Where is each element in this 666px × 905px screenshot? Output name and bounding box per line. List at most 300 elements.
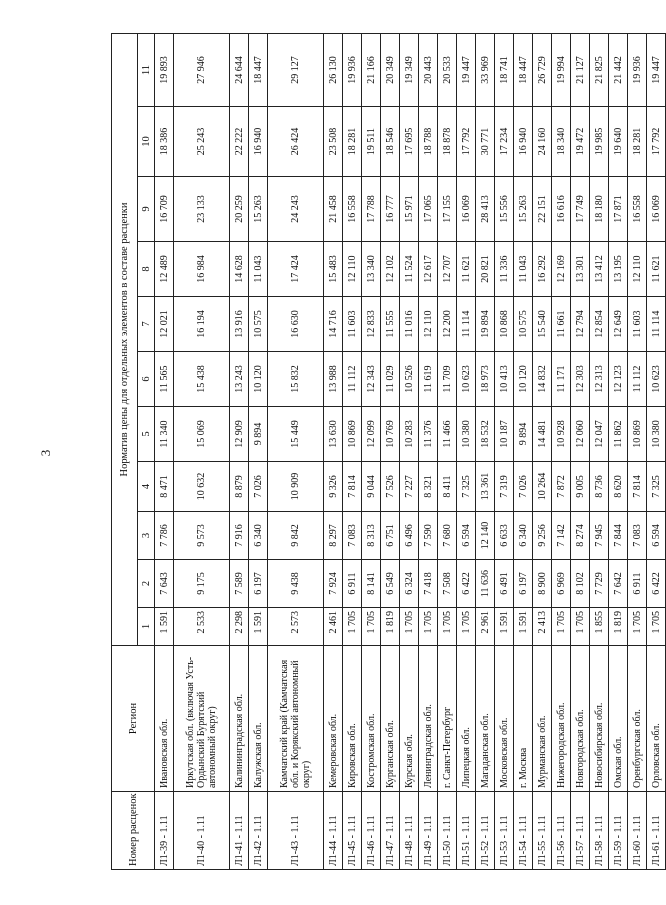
row-value-col-11: 20 443 bbox=[419, 33, 438, 106]
row-value-col-4: 7 026 bbox=[514, 462, 533, 512]
row-value-col-6: 10 623 bbox=[457, 352, 476, 407]
row-value-col-10: 18 281 bbox=[628, 107, 647, 177]
row-value-col-4: 13 361 bbox=[476, 462, 495, 512]
row-value-col-4: 7 872 bbox=[552, 462, 571, 512]
row-value-col-5: 11 466 bbox=[438, 407, 457, 462]
row-region: Кировская обл. bbox=[343, 646, 362, 792]
row-value-col-3: 7 945 bbox=[590, 512, 609, 560]
row-value-col-8: 14 628 bbox=[230, 242, 249, 297]
row-value-col-7: 12 833 bbox=[362, 297, 381, 352]
row-value-col-4: 8 411 bbox=[438, 462, 457, 512]
row-value-col-11: 18 447 bbox=[514, 33, 533, 106]
row-value-col-11: 21 127 bbox=[571, 33, 590, 106]
row-value-col-1: 1 705 bbox=[343, 608, 362, 646]
header-group: Норматив цены для отдельных элементов в составе расценки bbox=[112, 33, 138, 645]
row-value-col-11: 29 127 bbox=[268, 33, 324, 106]
table-row bbox=[362, 33, 381, 869]
table-row bbox=[400, 33, 419, 869]
row-value-col-10: 19 985 bbox=[590, 107, 609, 177]
row-value-col-1: 2 298 bbox=[230, 608, 249, 646]
row-code: Л1-53 - 1.11 bbox=[495, 792, 514, 870]
row-value-col-2: 6 422 bbox=[457, 560, 476, 608]
row-value-col-3: 7 680 bbox=[438, 512, 457, 560]
table-body bbox=[155, 33, 666, 869]
row-region: Курская обл. bbox=[400, 646, 419, 792]
row-value-col-4: 10 909 bbox=[268, 462, 324, 512]
row-code: Л1-44 - 1.11 bbox=[324, 792, 343, 870]
row-value-col-3: 8 313 bbox=[362, 512, 381, 560]
row-code: Л1-45 - 1.11 bbox=[343, 792, 362, 870]
row-value-col-7: 11 555 bbox=[381, 297, 400, 352]
row-value-col-2: 6 197 bbox=[249, 560, 268, 608]
row-value-col-1: 2 461 bbox=[324, 608, 343, 646]
row-value-col-10: 26 424 bbox=[268, 107, 324, 177]
header-region: Регион bbox=[112, 646, 155, 792]
table-row bbox=[609, 33, 628, 869]
row-value-col-5: 18 532 bbox=[476, 407, 495, 462]
row-value-col-9: 15 263 bbox=[249, 177, 268, 242]
row-value-col-1: 1 705 bbox=[571, 608, 590, 646]
row-value-col-4: 7 526 bbox=[381, 462, 400, 512]
row-value-col-4: 9 005 bbox=[571, 462, 590, 512]
row-value-col-6: 15 438 bbox=[174, 352, 230, 407]
row-value-col-5: 15 069 bbox=[174, 407, 230, 462]
row-value-col-3: 6 633 bbox=[495, 512, 514, 560]
row-value-col-7: 12 649 bbox=[609, 297, 628, 352]
row-value-col-1: 1 591 bbox=[155, 608, 174, 646]
row-value-col-8: 12 489 bbox=[155, 242, 174, 297]
row-region: Московская обл. bbox=[495, 646, 514, 792]
row-value-col-3: 6 751 bbox=[381, 512, 400, 560]
row-value-col-7: 12 794 bbox=[571, 297, 590, 352]
row-value-col-4: 10 264 bbox=[533, 462, 552, 512]
row-value-col-8: 11 524 bbox=[400, 242, 419, 297]
row-value-col-7: 12 200 bbox=[438, 297, 457, 352]
row-value-col-6: 13 243 bbox=[230, 352, 249, 407]
row-value-col-2: 8 102 bbox=[571, 560, 590, 608]
row-value-col-2: 7 642 bbox=[609, 560, 628, 608]
header-column-number: 6 bbox=[138, 352, 155, 407]
row-value-col-9: 15 263 bbox=[514, 177, 533, 242]
row-region: г. Москва bbox=[514, 646, 533, 792]
row-value-col-10: 17 792 bbox=[647, 107, 666, 177]
row-value-col-3: 7 142 bbox=[552, 512, 571, 560]
row-value-col-11: 19 936 bbox=[343, 33, 362, 106]
row-value-col-8: 11 043 bbox=[249, 242, 268, 297]
row-value-col-1: 1 705 bbox=[400, 608, 419, 646]
row-value-col-7: 10 575 bbox=[249, 297, 268, 352]
row-region: Нижегородская обл. bbox=[552, 646, 571, 792]
header-column-number: 11 bbox=[138, 33, 155, 106]
row-value-col-9: 16 777 bbox=[381, 177, 400, 242]
row-value-col-10: 23 508 bbox=[324, 107, 343, 177]
row-value-col-5: 13 630 bbox=[324, 407, 343, 462]
row-value-col-10: 19 640 bbox=[609, 107, 628, 177]
row-value-col-10: 16 940 bbox=[514, 107, 533, 177]
row-value-col-5: 12 909 bbox=[230, 407, 249, 462]
row-value-col-7: 11 603 bbox=[343, 297, 362, 352]
row-region: Ивановская обл. bbox=[155, 646, 174, 792]
row-value-col-1: 1 705 bbox=[628, 608, 647, 646]
row-value-col-11: 21 166 bbox=[362, 33, 381, 106]
row-value-col-4: 10 632 bbox=[174, 462, 230, 512]
table-row bbox=[457, 33, 476, 869]
row-value-col-11: 19 447 bbox=[647, 33, 666, 106]
row-value-col-1: 1 705 bbox=[647, 608, 666, 646]
row-value-col-2: 6 911 bbox=[343, 560, 362, 608]
row-value-col-2: 7 729 bbox=[590, 560, 609, 608]
row-value-col-1: 2 413 bbox=[533, 608, 552, 646]
row-value-col-10: 19 472 bbox=[571, 107, 590, 177]
row-value-col-9: 20 259 bbox=[230, 177, 249, 242]
row-value-col-3: 7 916 bbox=[230, 512, 249, 560]
row-region: Калужская обл. bbox=[249, 646, 268, 792]
row-value-col-2: 6 549 bbox=[381, 560, 400, 608]
table-row bbox=[438, 33, 457, 869]
row-value-col-2: 6 911 bbox=[628, 560, 647, 608]
row-value-col-9: 17 155 bbox=[438, 177, 457, 242]
row-value-col-5: 12 099 bbox=[362, 407, 381, 462]
row-value-col-2: 6 422 bbox=[647, 560, 666, 608]
row-code: Л1-46 - 1.11 bbox=[362, 792, 381, 870]
row-value-col-9: 15 971 bbox=[400, 177, 419, 242]
row-value-col-8: 13 412 bbox=[590, 242, 609, 297]
row-value-col-1: 1 591 bbox=[514, 608, 533, 646]
row-region: Новгородская обл. bbox=[571, 646, 590, 792]
row-region: Ленинградская обл. bbox=[419, 646, 438, 792]
row-value-col-1: 1 855 bbox=[590, 608, 609, 646]
row-value-col-9: 16 616 bbox=[552, 177, 571, 242]
row-value-col-6: 10 623 bbox=[647, 352, 666, 407]
row-value-col-4: 9 044 bbox=[362, 462, 381, 512]
row-value-col-1: 1 591 bbox=[495, 608, 514, 646]
row-code: Л1-41 - 1.11 bbox=[230, 792, 249, 870]
table-row bbox=[495, 33, 514, 869]
row-value-col-8: 11 043 bbox=[514, 242, 533, 297]
table-row bbox=[155, 33, 174, 869]
row-value-col-9: 22 151 bbox=[533, 177, 552, 242]
table-row bbox=[268, 33, 324, 869]
row-value-col-10: 17 695 bbox=[400, 107, 419, 177]
row-value-col-9: 16 709 bbox=[155, 177, 174, 242]
row-value-col-5: 10 869 bbox=[628, 407, 647, 462]
row-value-col-9: 16 069 bbox=[647, 177, 666, 242]
row-value-col-8: 13 301 bbox=[571, 242, 590, 297]
row-value-col-5: 11 376 bbox=[419, 407, 438, 462]
row-value-col-11: 21 442 bbox=[609, 33, 628, 106]
row-region: Кемеровская обл. bbox=[324, 646, 343, 792]
rotated-table-wrapper bbox=[111, 34, 662, 870]
row-value-col-8: 12 169 bbox=[552, 242, 571, 297]
row-code: Л1-40 - 1.11 bbox=[174, 792, 230, 870]
row-value-col-2: 6 197 bbox=[514, 560, 533, 608]
row-value-col-8: 12 707 bbox=[438, 242, 457, 297]
row-value-col-11: 18 447 bbox=[249, 33, 268, 106]
row-value-col-7: 13 916 bbox=[230, 297, 249, 352]
header-column-number: 7 bbox=[138, 297, 155, 352]
row-code: Л1-50 - 1.11 bbox=[438, 792, 457, 870]
row-value-col-2: 8 900 bbox=[533, 560, 552, 608]
row-value-col-8: 16 292 bbox=[533, 242, 552, 297]
row-value-col-5: 9 894 bbox=[249, 407, 268, 462]
row-value-col-1: 1 705 bbox=[438, 608, 457, 646]
row-value-col-3: 7 590 bbox=[419, 512, 438, 560]
row-value-col-4: 8 471 bbox=[155, 462, 174, 512]
row-value-col-2: 7 508 bbox=[438, 560, 457, 608]
row-value-col-4: 7 325 bbox=[457, 462, 476, 512]
row-value-col-11: 19 994 bbox=[552, 33, 571, 106]
row-value-col-2: 7 589 bbox=[230, 560, 249, 608]
row-value-col-9: 16 558 bbox=[343, 177, 362, 242]
row-value-col-4: 8 321 bbox=[419, 462, 438, 512]
row-value-col-7: 11 661 bbox=[552, 297, 571, 352]
row-value-col-9: 17 871 bbox=[609, 177, 628, 242]
row-value-col-3: 9 573 bbox=[174, 512, 230, 560]
row-value-col-5: 10 869 bbox=[343, 407, 362, 462]
row-value-col-1: 1 705 bbox=[457, 608, 476, 646]
row-region: Липецкая обл. bbox=[457, 646, 476, 792]
row-value-col-6: 12 313 bbox=[590, 352, 609, 407]
row-value-col-7: 14 716 bbox=[324, 297, 343, 352]
row-region: Костромская обл. bbox=[362, 646, 381, 792]
row-value-col-5: 11 862 bbox=[609, 407, 628, 462]
header-column-number: 2 bbox=[138, 560, 155, 608]
row-value-col-2: 9 438 bbox=[268, 560, 324, 608]
row-value-col-8: 15 483 bbox=[324, 242, 343, 297]
row-value-col-11: 26 130 bbox=[324, 33, 343, 106]
row-value-col-4: 7 814 bbox=[628, 462, 647, 512]
row-value-col-2: 9 175 bbox=[174, 560, 230, 608]
row-region: Омская обл. bbox=[609, 646, 628, 792]
row-value-col-1: 2 961 bbox=[476, 608, 495, 646]
row-value-col-3: 6 340 bbox=[514, 512, 533, 560]
row-value-col-10: 18 281 bbox=[343, 107, 362, 177]
row-value-col-8: 17 424 bbox=[268, 242, 324, 297]
row-value-col-7: 19 894 bbox=[476, 297, 495, 352]
row-value-col-8: 12 110 bbox=[628, 242, 647, 297]
table-row bbox=[381, 33, 400, 869]
row-value-col-8: 20 821 bbox=[476, 242, 495, 297]
row-value-col-1: 1 591 bbox=[249, 608, 268, 646]
header-column-number: 3 bbox=[138, 512, 155, 560]
row-value-col-5: 10 380 bbox=[647, 407, 666, 462]
row-value-col-1: 1 819 bbox=[381, 608, 400, 646]
row-value-col-8: 11 336 bbox=[495, 242, 514, 297]
row-region: Мурманская обл. bbox=[533, 646, 552, 792]
row-value-col-4: 7 026 bbox=[249, 462, 268, 512]
row-value-col-3: 6 340 bbox=[249, 512, 268, 560]
row-value-col-4: 8 879 bbox=[230, 462, 249, 512]
row-value-col-1: 1 819 bbox=[609, 608, 628, 646]
row-value-col-6: 11 112 bbox=[628, 352, 647, 407]
row-value-col-2: 7 643 bbox=[155, 560, 174, 608]
row-value-col-7: 11 114 bbox=[647, 297, 666, 352]
row-value-col-8: 13 340 bbox=[362, 242, 381, 297]
row-value-col-10: 22 222 bbox=[230, 107, 249, 177]
row-code: Л1-59 - 1.11 bbox=[609, 792, 628, 870]
header-code: Номер расценок bbox=[112, 792, 155, 870]
row-value-col-3: 9 256 bbox=[533, 512, 552, 560]
row-code: Л1-52 - 1.11 bbox=[476, 792, 495, 870]
row-value-col-6: 12 123 bbox=[609, 352, 628, 407]
row-value-col-7: 10 868 bbox=[495, 297, 514, 352]
row-value-col-5: 15 449 bbox=[268, 407, 324, 462]
row-value-col-11: 19 447 bbox=[457, 33, 476, 106]
row-region: Иркутская обл. (включая Усть-Ордынский Бурятский автономный округ) bbox=[174, 646, 230, 792]
row-value-col-3: 7 786 bbox=[155, 512, 174, 560]
row-value-col-7: 10 575 bbox=[514, 297, 533, 352]
row-value-col-9: 17 788 bbox=[362, 177, 381, 242]
table-row bbox=[249, 33, 268, 869]
row-value-col-3: 9 842 bbox=[268, 512, 324, 560]
row-value-col-9: 17 749 bbox=[571, 177, 590, 242]
row-value-col-9: 28 413 bbox=[476, 177, 495, 242]
row-value-col-5: 12 060 bbox=[571, 407, 590, 462]
row-value-col-10: 16 940 bbox=[249, 107, 268, 177]
row-value-col-5: 10 187 bbox=[495, 407, 514, 462]
table-row bbox=[476, 33, 495, 869]
row-value-col-8: 12 617 bbox=[419, 242, 438, 297]
row-value-col-4: 7 319 bbox=[495, 462, 514, 512]
row-value-col-5: 11 340 bbox=[155, 407, 174, 462]
row-value-col-10: 18 340 bbox=[552, 107, 571, 177]
row-code: Л1-48 - 1.11 bbox=[400, 792, 419, 870]
row-value-col-4: 7 814 bbox=[343, 462, 362, 512]
header-column-number: 1 bbox=[138, 608, 155, 646]
row-value-col-11: 27 946 bbox=[174, 33, 230, 106]
header-column-number: 5 bbox=[138, 407, 155, 462]
row-value-col-6: 10 413 bbox=[495, 352, 514, 407]
row-value-col-9: 16 069 bbox=[457, 177, 476, 242]
row-value-col-6: 12 303 bbox=[571, 352, 590, 407]
row-value-col-8: 11 621 bbox=[457, 242, 476, 297]
row-value-col-6: 10 120 bbox=[514, 352, 533, 407]
row-code: Л1-47 - 1.11 bbox=[381, 792, 400, 870]
row-value-col-9: 15 556 bbox=[495, 177, 514, 242]
row-value-col-4: 8 736 bbox=[590, 462, 609, 512]
row-value-col-11: 19 349 bbox=[400, 33, 419, 106]
row-value-col-8: 11 621 bbox=[647, 242, 666, 297]
row-code: Л1-60 - 1.11 bbox=[628, 792, 647, 870]
row-value-col-5: 12 047 bbox=[590, 407, 609, 462]
row-value-col-2: 11 636 bbox=[476, 560, 495, 608]
row-value-col-7: 16 630 bbox=[268, 297, 324, 352]
row-value-col-4: 8 620 bbox=[609, 462, 628, 512]
row-value-col-7: 15 540 bbox=[533, 297, 552, 352]
table-row bbox=[590, 33, 609, 869]
row-value-col-7: 12 021 bbox=[155, 297, 174, 352]
row-value-col-10: 24 160 bbox=[533, 107, 552, 177]
row-value-col-9: 17 065 bbox=[419, 177, 438, 242]
row-value-col-6: 15 832 bbox=[268, 352, 324, 407]
row-value-col-6: 11 029 bbox=[381, 352, 400, 407]
row-value-col-7: 11 114 bbox=[457, 297, 476, 352]
row-code: Л1-49 - 1.11 bbox=[419, 792, 438, 870]
table-row bbox=[230, 33, 249, 869]
row-value-col-1: 1 705 bbox=[362, 608, 381, 646]
table-row bbox=[628, 33, 647, 869]
row-value-col-5: 10 769 bbox=[381, 407, 400, 462]
row-value-col-6: 11 709 bbox=[438, 352, 457, 407]
row-value-col-5: 9 894 bbox=[514, 407, 533, 462]
row-value-col-7: 16 194 bbox=[174, 297, 230, 352]
row-code: Л1-39 - 1.11 bbox=[155, 792, 174, 870]
table-row bbox=[514, 33, 533, 869]
row-value-col-6: 14 832 bbox=[533, 352, 552, 407]
row-value-col-5: 10 283 bbox=[400, 407, 419, 462]
row-code: Л1-56 - 1.11 bbox=[552, 792, 571, 870]
row-value-col-1: 2 573 bbox=[268, 608, 324, 646]
row-value-col-1: 1 705 bbox=[552, 608, 571, 646]
row-value-col-6: 18 973 bbox=[476, 352, 495, 407]
row-value-col-9: 23 133 bbox=[174, 177, 230, 242]
row-value-col-11: 26 729 bbox=[533, 33, 552, 106]
table-row bbox=[533, 33, 552, 869]
row-value-col-7: 12 854 bbox=[590, 297, 609, 352]
row-value-col-10: 25 243 bbox=[174, 107, 230, 177]
row-value-col-1: 2 533 bbox=[174, 608, 230, 646]
row-value-col-3: 7 083 bbox=[343, 512, 362, 560]
row-value-col-10: 18 386 bbox=[155, 107, 174, 177]
row-value-col-9: 21 458 bbox=[324, 177, 343, 242]
row-code: Л1-55 - 1.11 bbox=[533, 792, 552, 870]
row-value-col-10: 17 792 bbox=[457, 107, 476, 177]
row-region: Камчатский край (Камчатская обл. и Корякский автономный округ) bbox=[268, 646, 324, 792]
header-column-number: 10 bbox=[138, 107, 155, 177]
table-row bbox=[647, 33, 666, 869]
row-value-col-8: 13 195 bbox=[609, 242, 628, 297]
row-code: Л1-51 - 1.11 bbox=[457, 792, 476, 870]
row-region: г. Санкт-Петербург bbox=[438, 646, 457, 792]
row-value-col-11: 20 533 bbox=[438, 33, 457, 106]
table-row bbox=[324, 33, 343, 869]
row-value-col-2: 6 491 bbox=[495, 560, 514, 608]
row-value-col-8: 16 984 bbox=[174, 242, 230, 297]
row-value-col-3: 7 844 bbox=[609, 512, 628, 560]
row-value-col-6: 11 565 bbox=[155, 352, 174, 407]
row-value-col-6: 11 171 bbox=[552, 352, 571, 407]
row-value-col-10: 18 546 bbox=[381, 107, 400, 177]
row-value-col-11: 19 893 bbox=[155, 33, 174, 106]
row-value-col-3: 6 594 bbox=[457, 512, 476, 560]
row-value-col-9: 16 558 bbox=[628, 177, 647, 242]
row-value-col-8: 12 110 bbox=[343, 242, 362, 297]
row-value-col-11: 24 644 bbox=[230, 33, 249, 106]
row-value-col-2: 7 924 bbox=[324, 560, 343, 608]
row-code: Л1-58 - 1.11 bbox=[590, 792, 609, 870]
header-column-number: 9 bbox=[138, 177, 155, 242]
row-value-col-2: 8 141 bbox=[362, 560, 381, 608]
row-value-col-7: 11 016 bbox=[400, 297, 419, 352]
row-code: Л1-43 - 1.11 bbox=[268, 792, 324, 870]
row-value-col-5: 10 380 bbox=[457, 407, 476, 462]
row-code: Л1-54 - 1.11 bbox=[514, 792, 533, 870]
table-row bbox=[174, 33, 230, 869]
row-value-col-3: 8 274 bbox=[571, 512, 590, 560]
row-value-col-10: 30 771 bbox=[476, 107, 495, 177]
row-value-col-6: 11 112 bbox=[343, 352, 362, 407]
row-value-col-10: 19 511 bbox=[362, 107, 381, 177]
row-region: Магаданская обл. bbox=[476, 646, 495, 792]
row-value-col-2: 7 418 bbox=[419, 560, 438, 608]
row-value-col-11: 33 969 bbox=[476, 33, 495, 106]
table-row bbox=[343, 33, 362, 869]
header-column-number: 4 bbox=[138, 462, 155, 512]
row-value-col-10: 17 234 bbox=[495, 107, 514, 177]
row-value-col-8: 12 102 bbox=[381, 242, 400, 297]
row-value-col-11: 18 741 bbox=[495, 33, 514, 106]
row-value-col-6: 11 619 bbox=[419, 352, 438, 407]
